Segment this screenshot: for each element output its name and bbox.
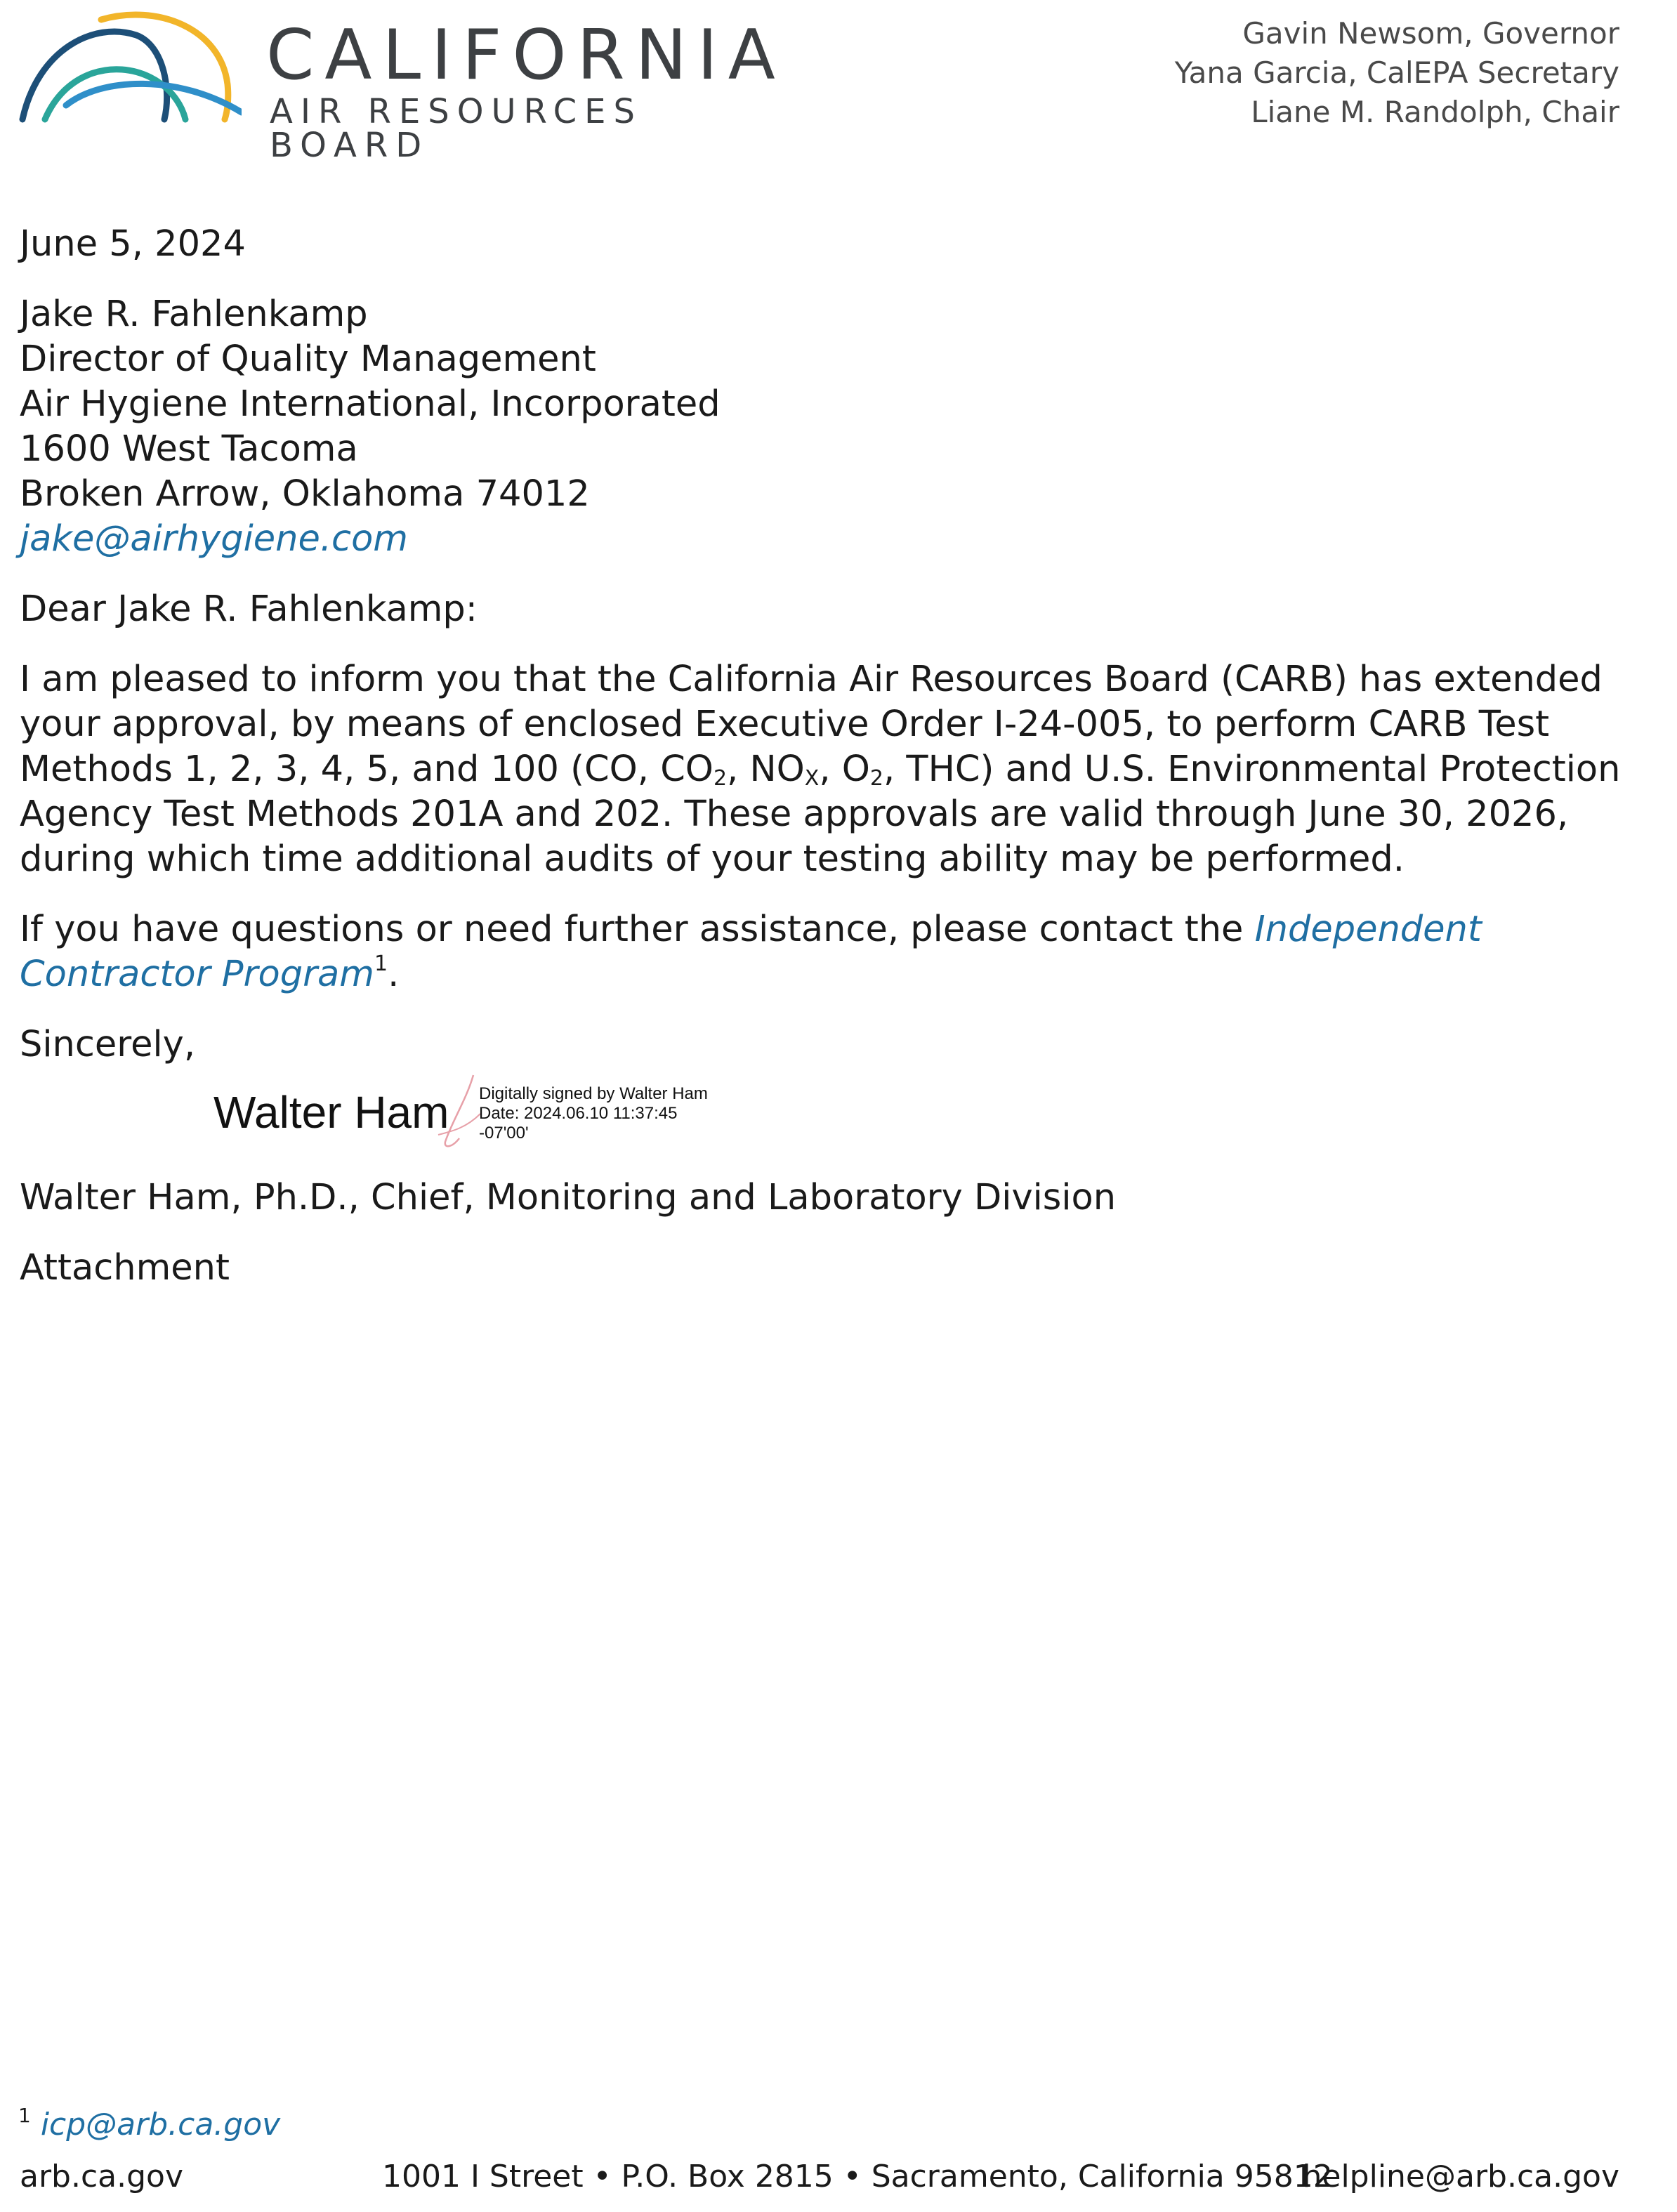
body2-text: If you have questions or need further assistance, please contact the: [20, 909, 1255, 950]
recipient-city: Broken Arrow, Oklahoma 74012: [20, 473, 590, 515]
recipient-email-link[interactable]: jake@airhygiene.com: [20, 518, 408, 560]
attachment-label: Attachment: [20, 1247, 230, 1289]
logo-title: CALIFORNIA: [266, 15, 786, 96]
body2-end: .: [388, 954, 400, 995]
footer-address: 1001 I Street • P.O. Box 2815 • Sacramento, California 95812: [382, 2159, 1333, 2194]
recipient-title: Director of Quality Management: [20, 338, 596, 380]
footer-helpline: helpline@arb.ca.gov: [1302, 2159, 1619, 2194]
officials-list: [1175, 14, 1619, 132]
footnote-ref: 1: [374, 952, 388, 976]
footnote: [18, 2104, 281, 2142]
recipient-name: Jake R. Fahlenkamp: [20, 294, 368, 335]
footnote-number: 1: [18, 2104, 31, 2127]
signature-meta-line2: Date: 2024.06.10 11:37:45: [479, 1104, 678, 1123]
logo-subtitle: AIR RESOURCES BOARD: [270, 92, 643, 165]
closing: Sincerely,: [20, 1024, 196, 1065]
signature-meta: [479, 1084, 708, 1143]
body1-part3: , O: [819, 749, 870, 790]
letter-date: June 5, 2024: [20, 223, 246, 265]
signature-meta-line1: Digitally signed by Walter Ham: [479, 1084, 708, 1103]
official-secretary: Yana Garcia, CalEPA Secretary: [1174, 55, 1619, 90]
digital-signature: [20, 1072, 1635, 1156]
body-paragraph-2: [20, 907, 1635, 997]
body1-part1: I am pleased to inform you that the California Air Resources Board (CARB) has extended your approval, by means of enclosed Executive Order I-24-005, to perform CARB Test Methods 1, 2, 3, 4, 5, and 100 (CO, CO: [20, 659, 1603, 790]
signature-meta-line3: -07'00': [479, 1124, 529, 1143]
official-governor: Gavin Newsom, Governor: [1242, 16, 1619, 51]
recipient-street: 1600 West Tacoma: [20, 428, 358, 470]
footer-website: arb.ca.gov: [20, 2159, 183, 2194]
body1-part2: , NO: [727, 749, 805, 790]
signer-name: Walter Ham, Ph.D., Chief, Monitoring and Laboratory Division: [20, 1177, 1117, 1218]
signature-name: Walter Ham: [213, 1087, 449, 1138]
icp-program-link[interactable]: Independent Contractor Program: [20, 909, 1482, 995]
carb-logo: [17, 7, 789, 165]
official-chair: Liane M. Randolph, Chair: [1251, 95, 1619, 129]
body1-sub1: 2: [713, 766, 728, 791]
salutation: Dear Jake R. Fahlenkamp:: [20, 588, 478, 630]
body-paragraph-1: [20, 657, 1635, 882]
recipient-company: Air Hygiene International, Incorporated: [20, 383, 721, 425]
body1-sub2: X: [804, 766, 820, 791]
body1-sub3: 2: [869, 766, 883, 791]
footnote-email-link[interactable]: icp@arb.ca.gov: [40, 2107, 281, 2142]
recipient-address: [20, 292, 1635, 562]
body1-part4: , THC) and U.S. Environmental Protection Agency Test Methods 201A and 202. These approvals are valid through June 30, 2026, during which time additional audits of your testing ability may be performed.: [20, 749, 1621, 880]
logo-arcs-icon: [17, 7, 242, 126]
letter-body: [20, 222, 1635, 1316]
